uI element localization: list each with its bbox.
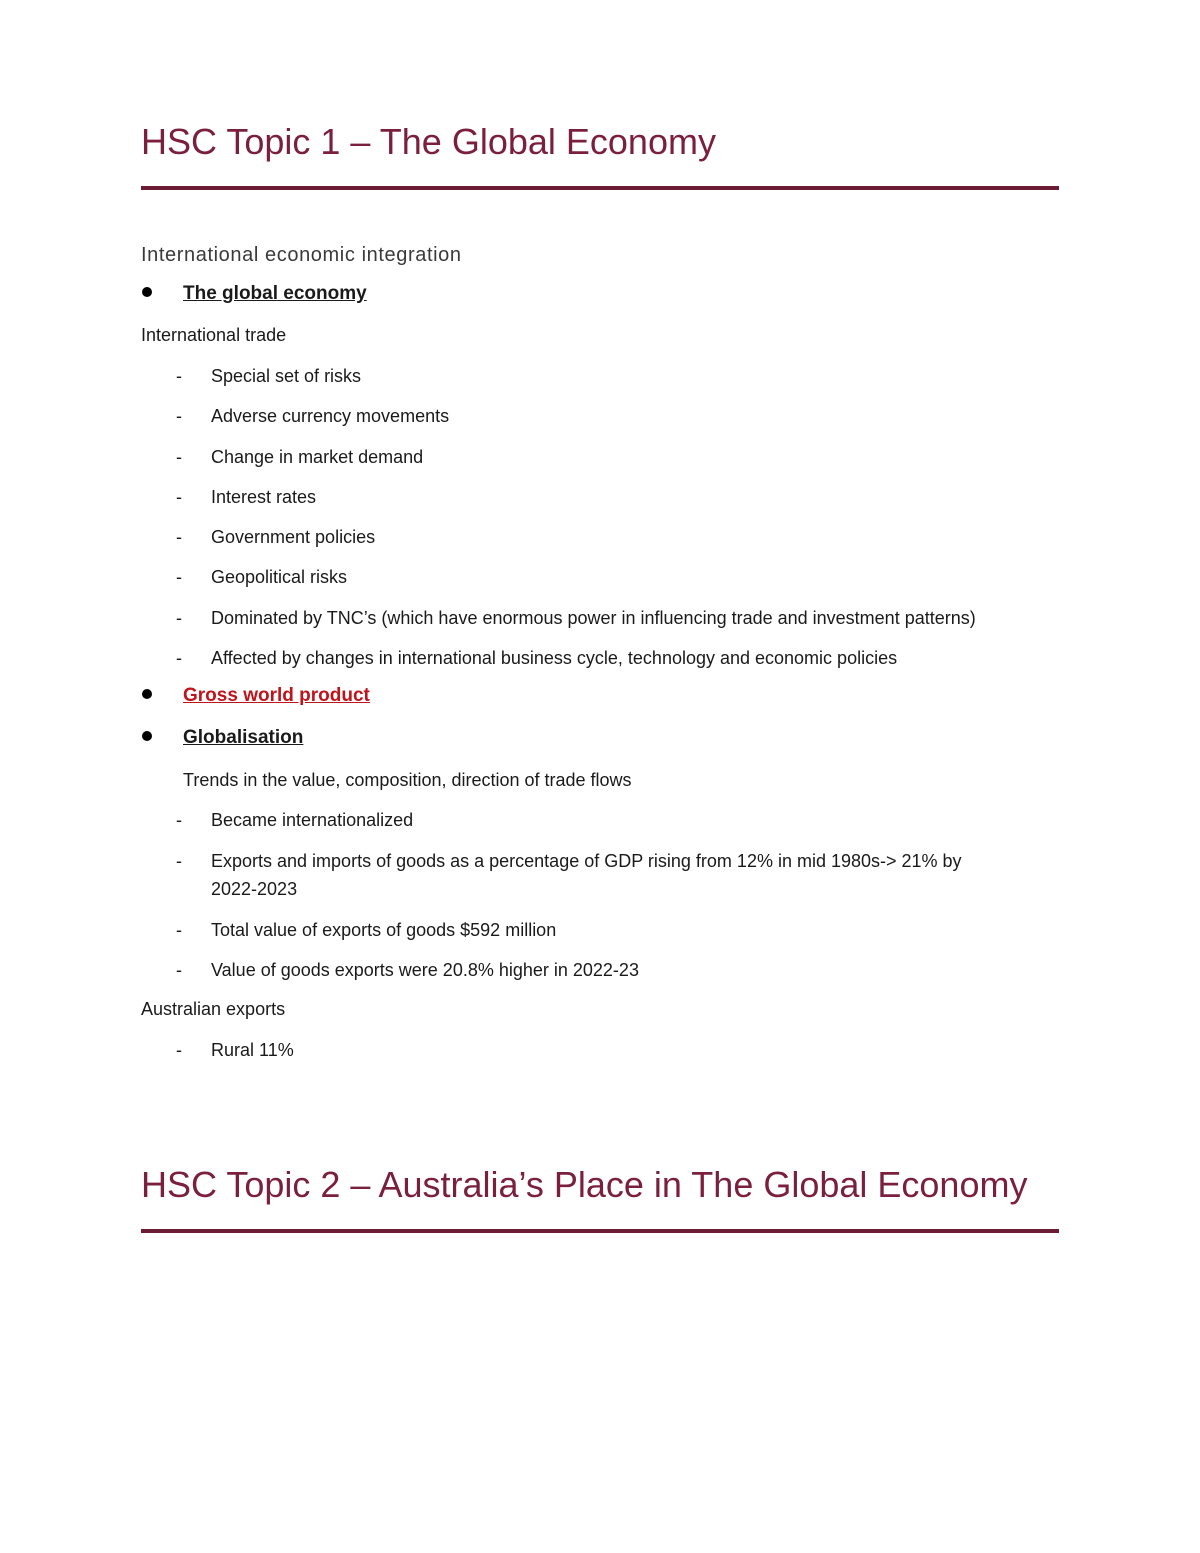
- dash-icon: -: [176, 920, 182, 940]
- list-item: Interest rates: [211, 487, 317, 507]
- trends-line: Trends in the value, composition, direction of trade flows: [183, 770, 632, 790]
- dash-icon: -: [176, 810, 182, 830]
- list-item: Adverse currency movements: [211, 406, 450, 426]
- list-item: Special set of risks: [211, 366, 362, 386]
- list-item: Change in market demand: [211, 447, 424, 467]
- dash-icon: -: [176, 960, 182, 980]
- topic2-title: HSC Topic 2 – Australia’s Place in The Global Economy: [141, 1164, 1028, 1205]
- dash-icon: -: [176, 406, 182, 426]
- bullet-dot-icon: [142, 731, 152, 741]
- list-item: Dominated by TNC’s (which have enormous power in influencing trade and investment patterns): [211, 608, 976, 628]
- section-international-trade: International trade: [141, 325, 287, 345]
- bullet-globalisation: Globalisation: [183, 727, 304, 748]
- list-item: Rural 11%: [211, 1040, 294, 1060]
- topic1-title: HSC Topic 1 – The Global Economy: [141, 121, 716, 162]
- dash-icon: -: [176, 366, 182, 386]
- dash-icon: -: [176, 447, 182, 467]
- list-item: Geopolitical risks: [211, 567, 348, 587]
- list-item: Affected by changes in international business cycle, technology and economic policies: [211, 648, 898, 668]
- bullet-dot-icon: [142, 689, 152, 699]
- subheading: International economic integration: [141, 244, 462, 266]
- dash-icon: -: [176, 851, 182, 871]
- dash-icon: -: [176, 487, 182, 507]
- dash-icon: -: [176, 648, 182, 668]
- list-item: Government policies: [211, 527, 376, 547]
- list-item: Became internationalized: [211, 810, 414, 830]
- section-australian-exports: Australian exports: [141, 999, 286, 1019]
- list-item: Value of goods exports were 20.8% higher in 2022-23: [211, 960, 639, 980]
- list-item: Total value of exports of goods $592 million: [211, 920, 557, 940]
- bullet-global-economy: The global economy: [183, 283, 367, 304]
- dash-icon: -: [176, 608, 182, 628]
- bullet-dot-icon: [142, 287, 152, 297]
- topic1-rule: [141, 186, 1059, 190]
- bullet-gross-world-product: Gross world product: [183, 685, 370, 706]
- list-item-continuation: 2022-2023: [211, 879, 298, 899]
- dash-icon: -: [176, 567, 182, 587]
- dash-icon: -: [176, 1040, 182, 1060]
- dash-icon: -: [176, 527, 182, 547]
- topic2-rule: [141, 1229, 1059, 1233]
- list-item: Exports and imports of goods as a percentage of GDP rising from 12% in mid 1980s-> 21% by: [211, 851, 962, 871]
